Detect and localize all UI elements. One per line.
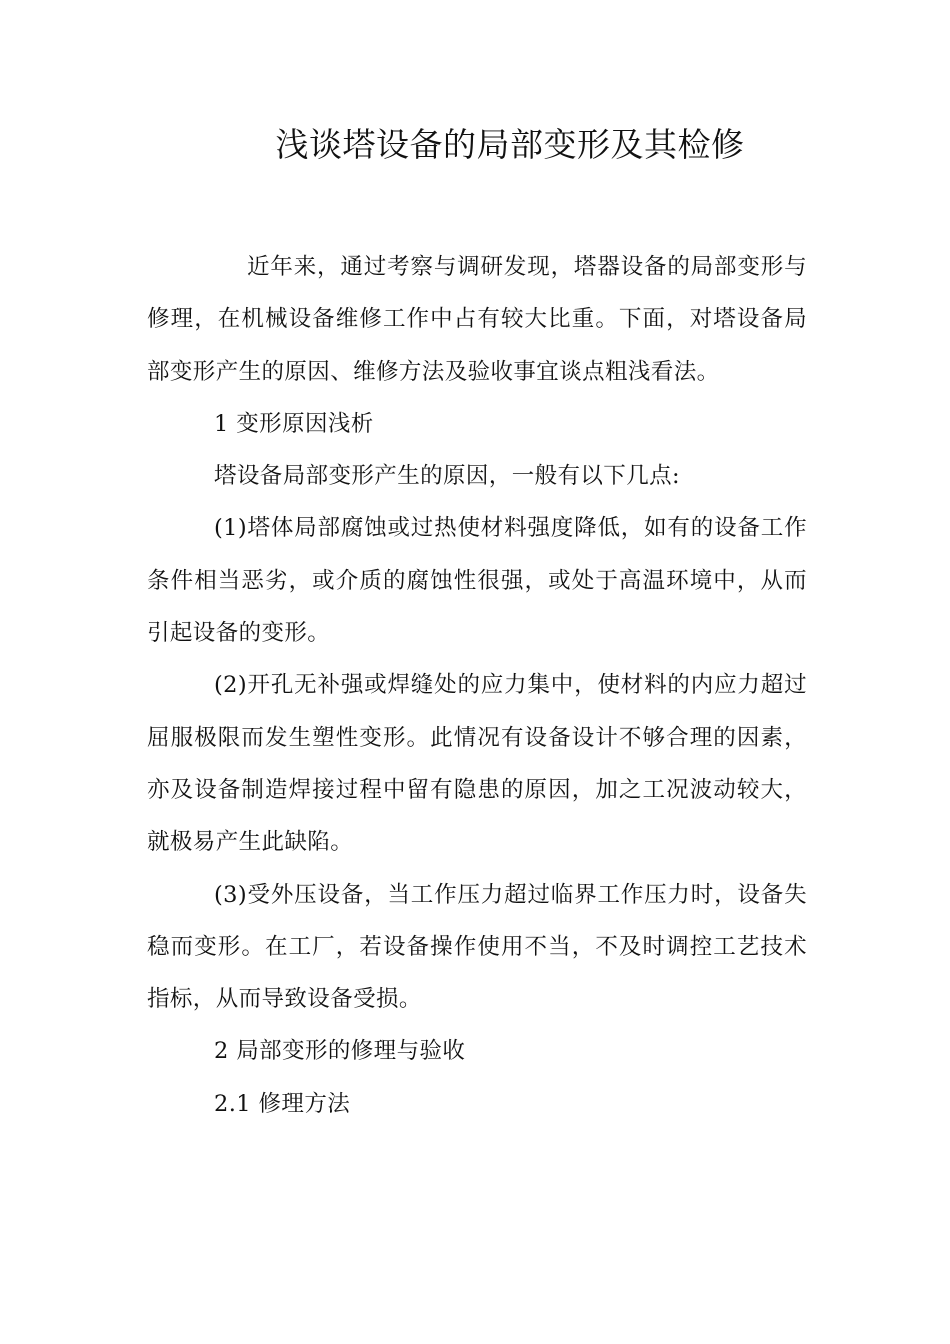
section-1-lead-paragraph: 塔设备局部变形产生的原因，一般有以下几点: xyxy=(214,463,680,490)
section-1-heading: 1 变形原因浅析 xyxy=(214,410,374,437)
cause-item-3: (3)受外压设备，当工作压力超过临界工作压力时，设备失稳而变形。在工厂，若设备操作使用不当，不及时调控工艺技术指标，从而导致设备受损。 xyxy=(147,881,807,1013)
cause-item-1: (1)塔体局部腐蚀或过热使材料强度降低，如有的设备工作条件相当恶劣，或介质的腐蚀性很强，或处于高温环境中，从而引起设备的变形。 xyxy=(147,515,807,647)
section-2-heading: 2 局部变形的修理与验收 xyxy=(214,1038,466,1065)
document-title: 浅谈塔设备的局部变形及其检修 xyxy=(275,125,745,164)
cause-item-2: (2)开孔无补强或焊缝处的应力集中，使材料的内应力超过屈服极限而发生塑性变形。此情况有设备设计不够合理的因素，亦及设备制造焊接过程中留有隐患的原因，加之工况波动较大，就极易产生此缺陷。 xyxy=(147,672,807,856)
document-body xyxy=(147,241,807,1130)
section-2-1-heading: 2.1 修理方法 xyxy=(214,1090,351,1117)
intro-paragraph: 近年来，通过考察与调研发现，塔器设备的局部变形与修理，在机械设备维修工作中占有较大比重。下面，对塔设备局部变形产生的原因、维修方法及验收事宜谈点粗浅看法。 xyxy=(147,254,807,385)
